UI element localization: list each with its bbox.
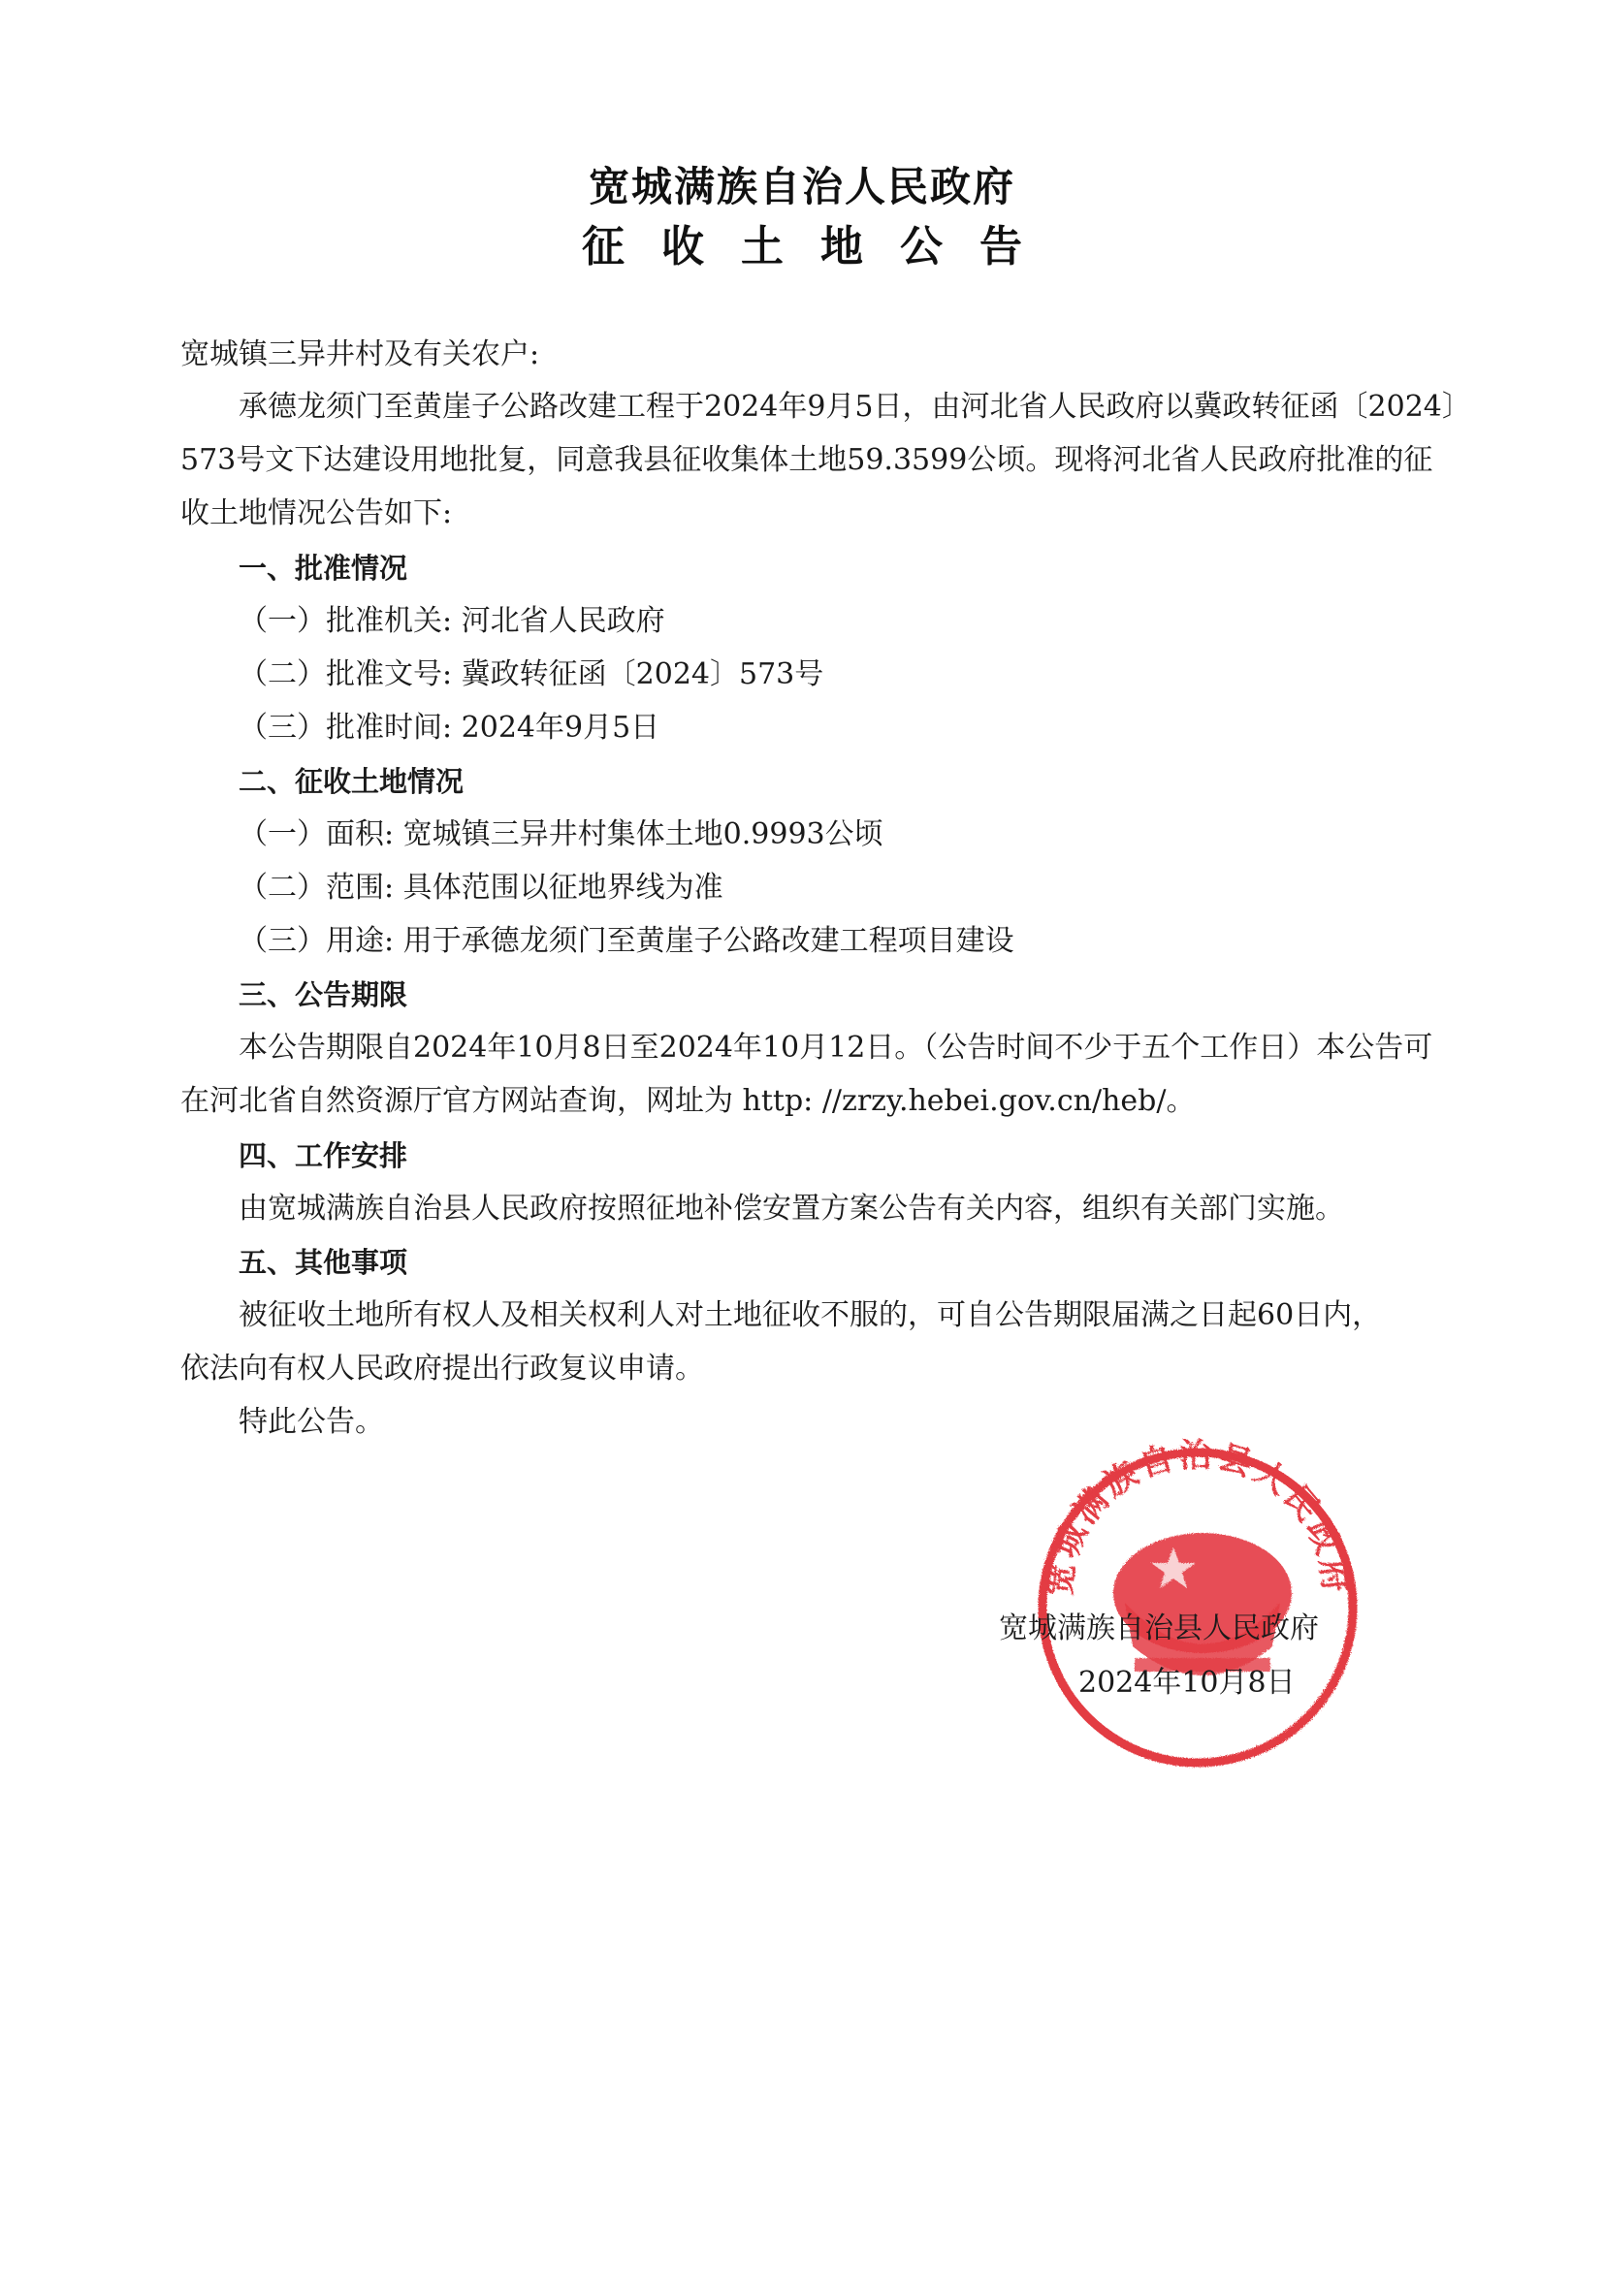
- section-2-item-2: （二）范围: 具体范围以征地界线为准: [239, 871, 723, 905]
- section-4-line-1: 由宽城满族自治县人民政府按照征地补偿安置方案公告有关内容，组织有关部门实施。: [239, 1192, 1344, 1226]
- section-4-heading: 四、工作安排: [239, 1139, 408, 1172]
- salutation: 宽城镇三异井村及有关农户:: [180, 337, 540, 371]
- section-1-item-1: （一）批准机关: 河北省人民政府: [239, 604, 665, 638]
- section-1-item-2: （二）批准文号: 冀政转征函〔2024〕573号: [239, 657, 824, 691]
- intro-line-3: 收土地情况公告如下:: [180, 496, 453, 530]
- section-3-line-1: 本公告期限自2024年10月8日至2024年10月12日。（公告时间不少于五个工作日）本公告可: [239, 1031, 1433, 1065]
- closing-text: 特此公告。: [239, 1405, 384, 1439]
- section-1-item-3: （三）批准时间: 2024年9月5日: [239, 711, 660, 745]
- document-title: 宽城满族自治人民政府: [588, 163, 1015, 210]
- section-2-item-3: （三）用途: 用于承德龙须门至黄崖子公路改建工程项目建设: [239, 924, 1014, 958]
- section-5-heading: 五、其他事项: [239, 1246, 408, 1279]
- signature-organization: 宽城满族自治县人民政府: [999, 1611, 1319, 1645]
- section-3-line-2: 在河北省自然资源厅官方网站查询，网址为 http: //zrzy.hebei.gov.cn/heb/。: [180, 1084, 1196, 1118]
- section-2-heading: 二、征收土地情况: [239, 765, 465, 798]
- section-5-line-1: 被征收土地所有权人及相关权利人对土地征收不服的，可自公告期限届满之日起60日内，: [239, 1298, 1382, 1332]
- official-seal-icon: [1018, 1433, 1377, 1782]
- intro-line-2: 573号文下达建设用地批复，同意我县征收集体土地59.3599公顷。现将河北省人民政府批准的征: [180, 443, 1433, 477]
- section-1-heading: 一、批准情况: [239, 552, 408, 585]
- svg-text:宽城满族自治县人民政府: 宽城满族自治县人民政府: [1040, 1436, 1356, 1599]
- intro-line-1: 承德龙须门至黄崖子公路改建工程于2024年9月5日，由河北省人民政府以冀政转征函〔2024〕: [239, 390, 1471, 424]
- signature-date: 2024年10月8日: [1078, 1666, 1296, 1700]
- section-2-item-1: （一）面积: 宽城镇三异井村集体土地0.9993公顷: [239, 817, 883, 851]
- section-3-heading: 三、公告期限: [239, 978, 408, 1011]
- section-5-line-2: 依法向有权人民政府提出行政复议申请。: [180, 1352, 704, 1386]
- document-subtitle: 征收土地公告: [582, 222, 1059, 271]
